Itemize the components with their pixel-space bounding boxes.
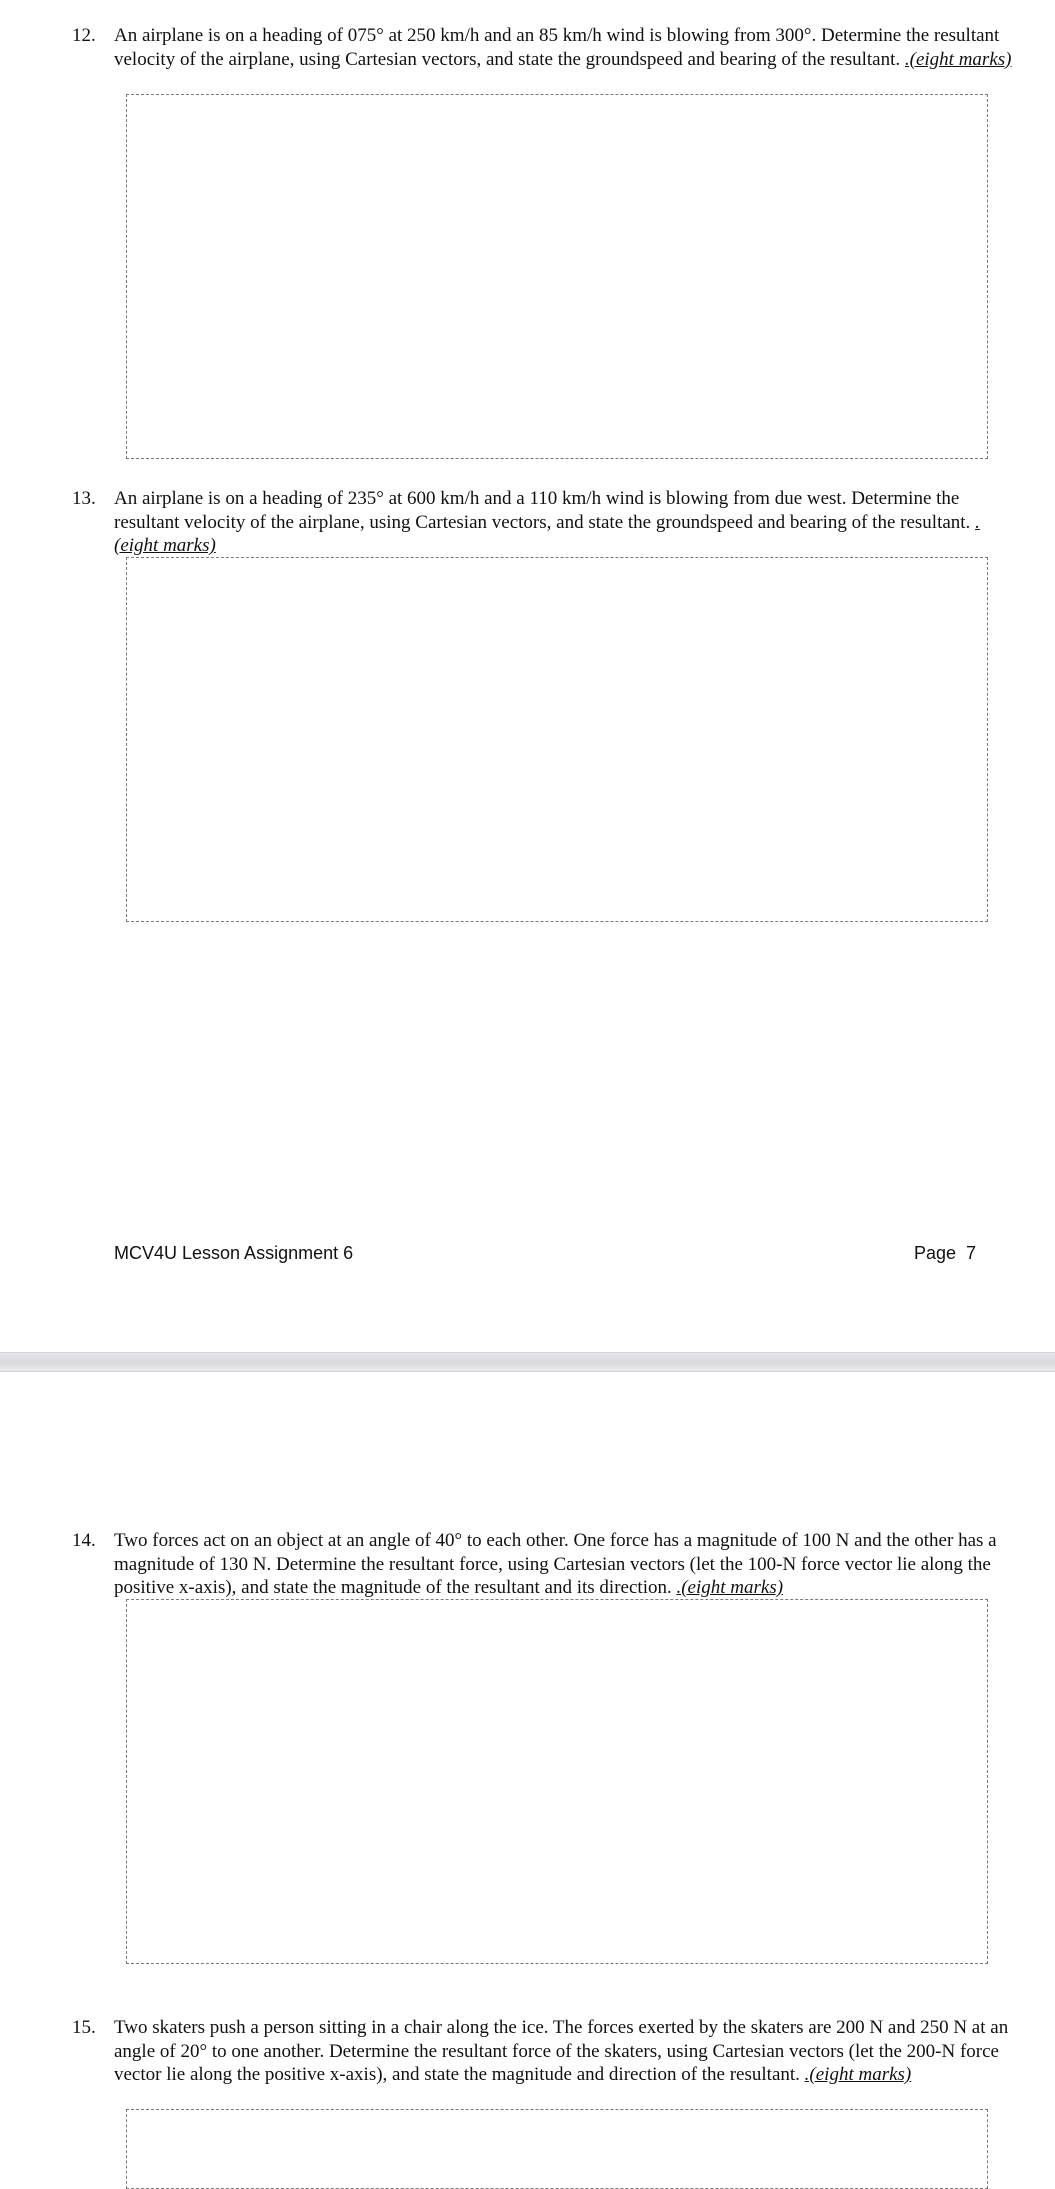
question-text: Two forces act on an object at an angle of 40° to each other. One force has a magnitude of 100 N and the other has a magnitude of 130 N. Determine the resultant force, using Cartesian vectors (let the 100-N force vector lie along the positive x-axis), and state the magnitude of the resultant and its direction. .(eight marks) — [114, 1530, 997, 1598]
answer-box-12[interactable] — [126, 94, 988, 459]
marks-label: .(eight marks) — [114, 511, 980, 556]
question-13 — [72, 487, 1012, 558]
answer-box-14[interactable] — [126, 1599, 988, 1964]
question-number: 13. — [72, 488, 96, 509]
marks-label: .(eight marks) — [804, 2064, 912, 2085]
question-number: 14. — [72, 1530, 96, 1551]
page-separator — [0, 1352, 1055, 1372]
footer-page-number: Page 7 — [914, 1243, 977, 1263]
question-text: An airplane is on a heading of 235° at 600 km/h and a 110 km/h wind is blowing from due west. Determine the resultant velocity of the airplane, using Cartesian vectors, and state the groundspeed and bearing of the resultant. .(eight marks) — [114, 488, 980, 556]
question-14 — [72, 1529, 1012, 1600]
question-15 — [72, 2016, 1012, 2087]
answer-box-15[interactable] — [126, 2109, 988, 2189]
marks-label: .(eight marks) — [676, 1577, 784, 1598]
footer-course-title: MCV4U Lesson Assignment 6 — [114, 1243, 354, 1263]
question-12 — [72, 24, 1012, 71]
question-number: 15. — [72, 2017, 96, 2038]
answer-box-13[interactable] — [126, 557, 988, 922]
question-number: 12. — [72, 25, 96, 46]
question-text: An airplane is on a heading of 075° at 250 km/h and an 85 km/h wind is blowing from 300°. Determine the resultant velocity of the airplane, using Cartesian vectors, and state the groundspeed and bearing of the resultant. .(eight marks) — [114, 25, 1012, 70]
marks-label: .(eight marks) — [904, 48, 1012, 70]
question-text: Two skaters push a person sitting in a chair along the ice. The forces exerted by the skaters are 200 N and 250 N at an angle of 20° to one another. Determine the resultant force of the skaters, using Cartesian vectors (let the 200-N force vector lie along the positive x-axis), and state the magnitude and direction of the resultant. .(eight marks) — [114, 2017, 1009, 2085]
document-page-8 — [0, 1372, 1055, 2170]
